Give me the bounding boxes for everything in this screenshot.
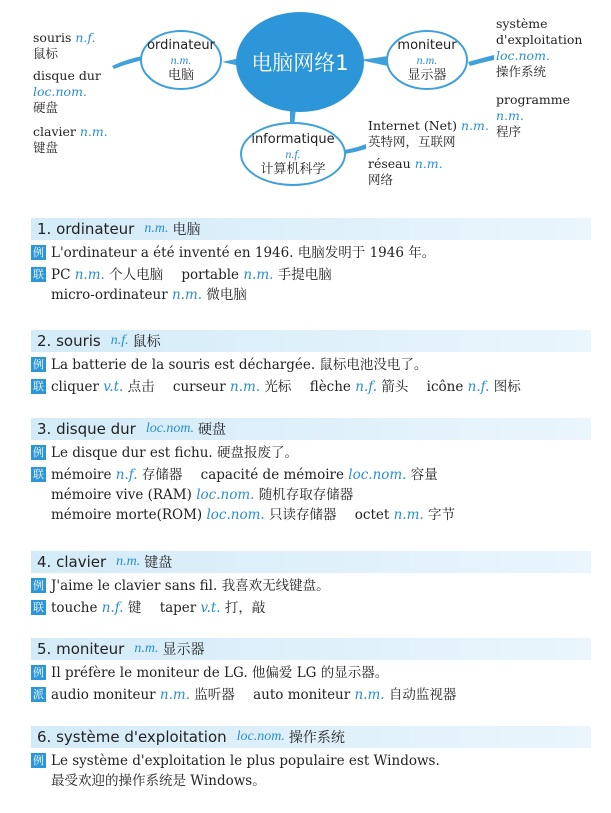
example-line: 例 Le système d'exploitation le plus populaire est Windows. — [33, 753, 440, 769]
example-badge: 例 — [33, 579, 44, 592]
entry-header: 2. souris n.f. 鼠标 — [31, 330, 591, 352]
mm-leaf-internet: Internet (Net) n.m. 英特网，互联网 — [368, 118, 489, 149]
entry-moniteur — [31, 638, 591, 704]
entry-souris — [31, 330, 591, 396]
mm-leaf-programme: programme n.m. 程序 — [496, 92, 571, 139]
mm-center-title: 电脑网络1 — [236, 12, 364, 112]
example-line: 例 Il préfère le moniteur de LG. 他偏爱 LG 的显示器。 — [33, 665, 389, 681]
example-badge: 例 — [33, 666, 44, 679]
example-badge: 例 — [33, 246, 44, 259]
related-line: 联 PC n.m. 个人电脑 portable n.m. 手提电脑 — [33, 267, 332, 283]
derived-line: 派 audio moniteur n.m. 监听器 auto moniteur n.m. 自动监视器 — [33, 687, 457, 703]
mm-leaf-disque-dur: disque dur loc.nom. 硬盘 — [33, 68, 101, 115]
mm-node-informatique: informatique n.f. 计算机科学 — [240, 122, 346, 186]
related-badge: 联 — [33, 601, 44, 614]
entry-clavier — [31, 551, 591, 617]
related-badge: 联 — [33, 468, 44, 481]
example-translation-line: 最受欢迎的操作系统是 Windows。 — [51, 773, 266, 789]
entry-ordinateur — [31, 218, 591, 304]
mm-leaf-clavier: clavier n.m. 键盘 — [33, 124, 108, 155]
mm-leaf-souris: souris n.f. 鼠标 — [33, 30, 96, 61]
related-line: 联 mémoire n.f. 存储器 capacité de mémoire loc.nom. 容量 — [33, 467, 438, 483]
entry-disque-dur — [31, 418, 591, 524]
example-badge: 例 — [33, 446, 44, 459]
mm-node-moniteur: moniteur n.m. 显示器 — [386, 30, 468, 90]
entry-header: 3. disque dur loc.nom. 硬盘 — [31, 418, 591, 440]
mm-node-ordinateur: ordinateur n.m. 电脑 — [140, 30, 222, 90]
related-line: 联 touche n.f. 键 taper v.t. 打，敲 — [33, 600, 266, 616]
related-line: micro-ordinateur n.m. 微电脑 — [51, 287, 247, 303]
example-badge: 例 — [33, 358, 44, 371]
related-line: mémoire morte(ROM) loc.nom. 只读存储器 octet n.m. 字节 — [51, 507, 455, 523]
example-badge: 例 — [33, 754, 44, 767]
example-line: 例 La batterie de la souris est déchargée. 鼠标电池没电了。 — [33, 357, 428, 373]
example-line: 例 J'aime le clavier sans fil. 我喜欢无线键盘。 — [33, 578, 330, 594]
example-line: 例 L'ordinateur a été inventé en 1946. 电脑发明于 1946 年。 — [33, 245, 436, 261]
entry-systeme-exploitation — [31, 726, 591, 790]
mm-leaf-reseau: réseau n.m. 网络 — [368, 156, 443, 187]
entry-header: 6. système d'exploitation loc.nom. 操作系统 — [31, 726, 591, 748]
mm-leaf-systeme-exploitation: système d'exploitation loc.nom. 操作系统 — [496, 16, 583, 79]
related-line: 联 cliquer v.t. 点击 curseur n.m. 光标 flèche n.f. 箭头 icône n.f. 图标 — [33, 379, 521, 395]
vocab-mind-map — [0, 0, 611, 200]
derived-badge: 派 — [33, 688, 44, 701]
related-line: mémoire vive (RAM) loc.nom. 随机存取存储器 — [51, 487, 354, 503]
entry-header: 4. clavier n.m. 键盘 — [31, 551, 591, 573]
related-badge: 联 — [33, 380, 44, 393]
entry-header: 5. moniteur n.m. 显示器 — [31, 638, 591, 660]
example-line: 例 Le disque dur est fichu. 硬盘报废了。 — [33, 445, 299, 461]
related-badge: 联 — [33, 268, 44, 281]
entry-header: 1. ordinateur n.m. 电脑 — [31, 218, 591, 240]
